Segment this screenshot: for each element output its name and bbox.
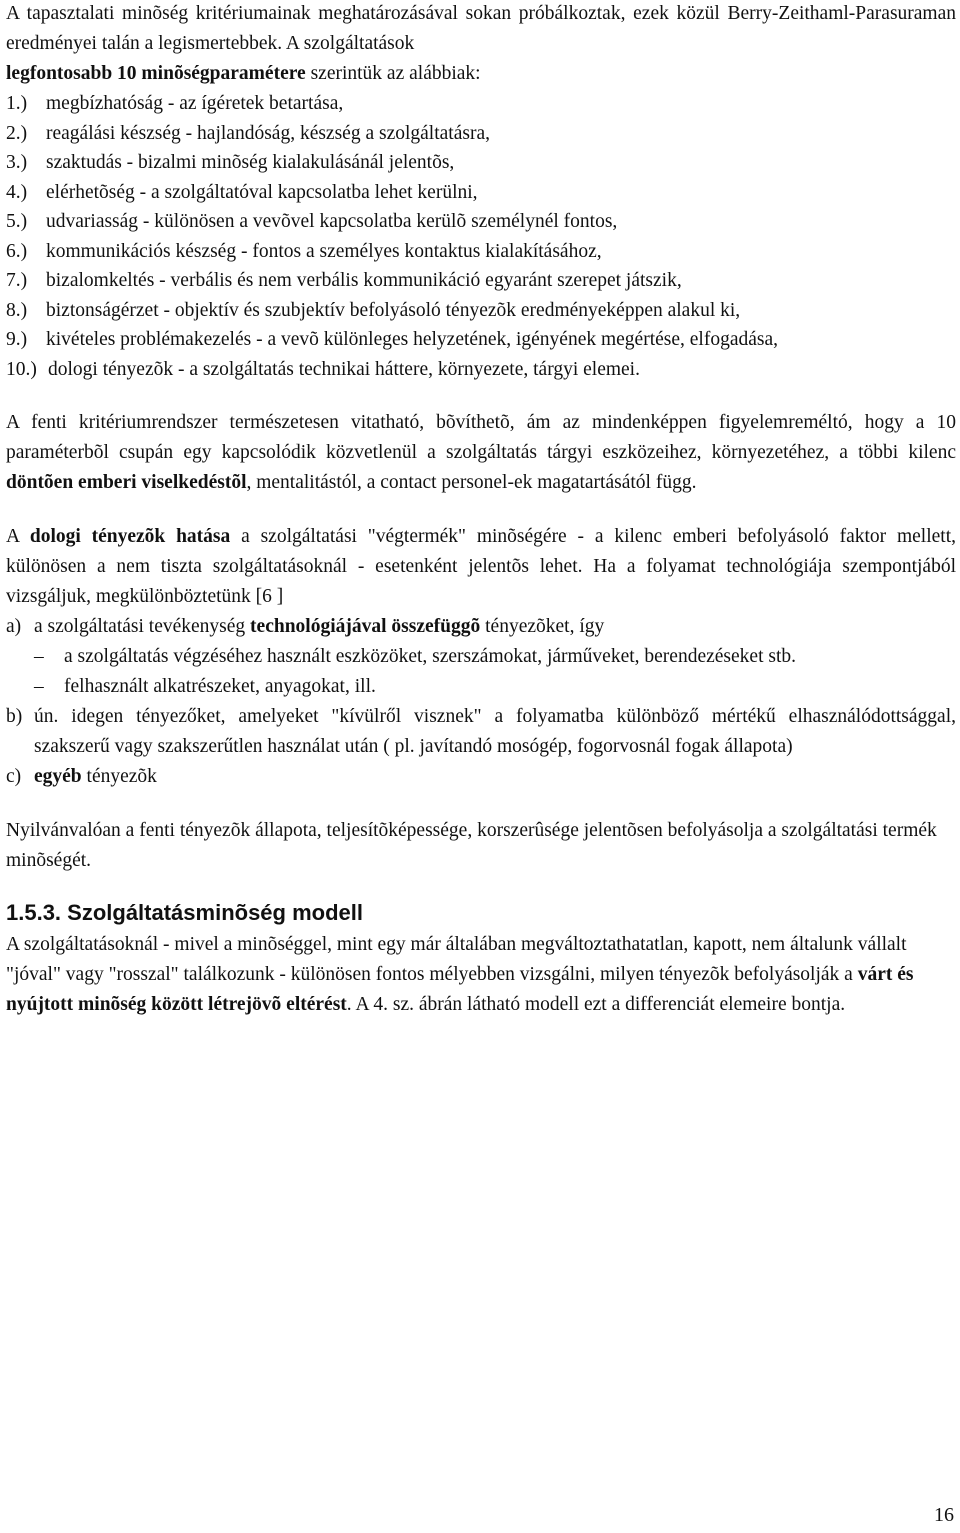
list-item-number: 7.) xyxy=(6,270,28,291)
dash-bullet-icon: – xyxy=(34,646,44,667)
factor-item-c xyxy=(6,762,956,792)
list-item-number: 6.) xyxy=(6,240,28,262)
section-paragraph xyxy=(6,930,956,1020)
paragraph-text: . A 4. sz. ábrán látható modell ezt a differenciát elemeire bontja. xyxy=(346,994,846,1015)
list-item-text: elérhetõség - a szolgáltatóval kapcsolatba lehet kerülni, xyxy=(46,181,478,203)
list-item-text: reagálási készség - hajlandóság, készség a szolgáltatásra, xyxy=(46,122,490,144)
quality-criteria-list xyxy=(6,89,956,384)
list-item xyxy=(6,325,956,355)
factor-bold-text: technológiájával összefüggõ xyxy=(250,616,481,637)
paragraph-text: , mentalitástól, a contact personel-ek magatartásától függ. xyxy=(246,472,697,493)
dash-item xyxy=(6,642,956,672)
dash-item-text: felhasznált alkatrészeket, anyagokat, ill. xyxy=(64,676,376,697)
page-number: 16 xyxy=(934,1504,954,1526)
list-item xyxy=(6,207,956,237)
paragraph-text: A xyxy=(6,526,30,547)
list-item-text: biztonságérzet - objektív és szubjektív befolyásoló tényezõk eredményeképpen alakul ki, xyxy=(46,299,741,321)
body-paragraph-2 xyxy=(6,408,956,498)
paragraph-bold-text: döntõen emberi viselkedéstõl xyxy=(6,472,247,493)
dash-bullet-icon: – xyxy=(34,676,44,697)
list-item-number: 3.) xyxy=(6,152,28,173)
dash-item xyxy=(6,672,956,702)
factor-item-b xyxy=(6,702,956,762)
factor-item-a xyxy=(6,612,956,642)
paragraph-text: A szolgáltatásoknál - mivel a minõséggel, mint egy már általában megváltoztathatatlan, kapott, nem általunk vállalt "jóval" vagy "rosszal" találkozunk - különösen fontos mélyebben vizsgálni, milyen tényezõk befolyásolják a xyxy=(6,934,907,985)
list-item-text: udvariasság - különösen a vevõvel kapcsolatba kerülõ személynél fontos, xyxy=(46,211,618,232)
list-item-text: kivételes problémakezelés - a vevõ különleges helyzetének, igényének megértése, elfogadása, xyxy=(46,329,779,350)
list-item-number: 2.) xyxy=(6,122,28,144)
list-item-number: 8.) xyxy=(6,299,28,321)
list-item-text: dologi tényezõk - a szolgáltatás technikai háttere, környezete, tárgyi elemei. xyxy=(48,358,640,380)
intro-text: A tapasztalati minõség kritériumainak meghatározásával sokan próbálkoztak, ezek közül Berry-Zeithaml-Parasuraman eredményei talán a legismertebbek. A szolgáltatások xyxy=(6,3,956,54)
intro-text-end: szerintük az alábbiak: xyxy=(305,63,481,84)
list-item-text: szaktudás - bizalmi minõség kialakulásánál jelentõs, xyxy=(46,152,455,173)
list-item xyxy=(6,237,956,267)
list-item xyxy=(6,178,956,208)
body-paragraph-4: Nyilvánvalóan a fenti tényezõk állapota, teljesítõképessége, korszerûsége jelentõsen befolyásolja a szolgáltatási termék minõségét. xyxy=(6,820,937,871)
list-item xyxy=(6,296,956,326)
list-item-text: bizalomkeltés - verbális és nem verbális kommunikáció egyaránt szerepet játszik, xyxy=(46,270,682,291)
factor-text: tényezõk xyxy=(81,766,157,787)
section-heading: 1.5.3. Szolgáltatásminõség modell xyxy=(6,900,363,925)
factor-text: tényezõket, így xyxy=(480,616,605,637)
factor-label: a) xyxy=(6,616,22,637)
list-item xyxy=(6,355,956,385)
paragraph-bold-text: várt és nyújtott minõség között létrejövõ eltérést xyxy=(6,964,914,1015)
list-item xyxy=(6,266,956,296)
list-item-number: 4.) xyxy=(6,181,28,203)
list-item xyxy=(6,89,956,119)
factor-label: c) xyxy=(6,766,22,787)
list-item xyxy=(6,119,956,149)
factor-text: a szolgáltatási tevékenység xyxy=(34,616,251,637)
document-page xyxy=(6,0,956,1020)
list-item-number: 1.) xyxy=(6,93,28,114)
paragraph-text: a szolgáltatási "végtermék" minõségére - a kilenc emberi befolyásoló faktor mellett, különösen a nem tiszta szolgáltatásoknál - esetenként jelentõs lehet. Ha a folyamat technológiája szempontjából vizsgáljuk, megkülönböztetünk [6 ] xyxy=(6,526,956,607)
paragraph-bold-text: dologi tényezõk hatása xyxy=(29,526,231,547)
factor-bold-text: egyéb xyxy=(34,766,82,787)
dash-item-text: a szolgáltatás végzéséhez használt eszközöket, szerszámokat, járműveket, berendezéseket stb. xyxy=(64,646,796,667)
paragraph-text: A fenti kritériumrendszer természetesen vitatható, bõvíthetõ, ám az mindenképpen figyelemreméltó, hogy a 10 paraméterbõl csupán egy kapcsolódik közvetlenül a szolgáltatás tárgyi eszközeihez, környezetéhez, a többi kilenc xyxy=(6,412,956,463)
list-item-number: 9.) xyxy=(6,329,28,350)
intro-paragraph xyxy=(6,0,956,89)
list-item-number: 5.) xyxy=(6,211,28,232)
list-item xyxy=(6,148,956,178)
intro-bold-text: legfontosabb 10 minõségparamétere xyxy=(6,63,306,84)
factor-label: b) xyxy=(6,706,23,727)
list-item-number: 10.) xyxy=(6,358,37,380)
list-item-text: kommunikációs készség - fontos a személyes kontaktus kialakításához, xyxy=(46,240,602,262)
body-paragraph-3 xyxy=(6,522,956,612)
factor-text: ún. idegen tényezőket, amelyeket "kívülről visznek" a folyamatba különböző mértékű elhasználódottsággal, szakszerű vagy szakszerűtlen használat után ( pl. javítandó mosógép, fogorvosnál fogak állapota) xyxy=(34,706,956,757)
list-item-text: megbízhatóság - az ígéretek betartása, xyxy=(46,93,344,114)
